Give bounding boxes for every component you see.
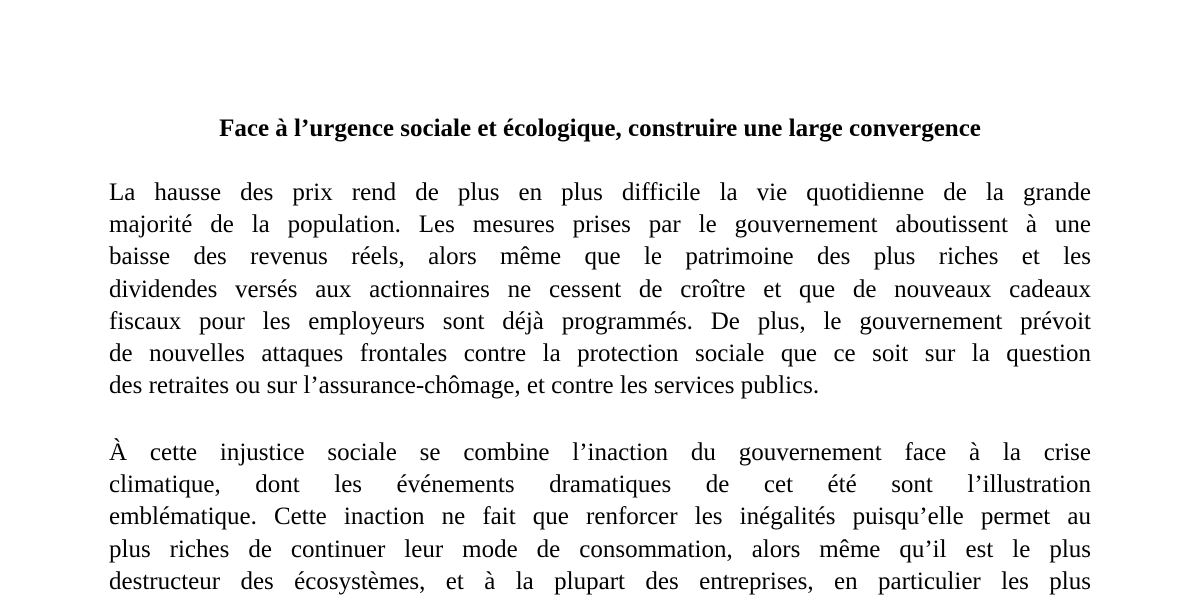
paragraph-1	[109, 177, 1091, 402]
paragraph-line: de nouvelles attaques frontales contre la protection sociale que ce soit sur la question	[109, 340, 1091, 368]
paragraph-line: majorité de la population. Les mesures prises par le gouvernement aboutissent à une	[109, 211, 1091, 239]
paragraph-line: climatique, dont les événements dramatiques de cet été sont l’illustration	[109, 471, 1091, 499]
paragraph-2	[109, 437, 1091, 598]
paragraph-line: fiscaux pour les employeurs sont déjà programmés. De plus, le gouvernement prévoit	[109, 307, 1091, 335]
paragraph-line: destructeur des écosystèmes, et à la plupart des entreprises, en particulier les plus	[109, 567, 1091, 595]
document-title: Face à l’urgence sociale et écologique, construire une large convergence	[219, 115, 981, 142]
paragraph-line: emblématique. Cette inaction ne fait que renforcer les inégalités puisqu’elle permet au	[109, 503, 1091, 531]
paragraph-line: plus riches de continuer leur mode de consommation, alors même qu’il est le plus	[109, 535, 1091, 563]
paragraph-line: des retraites ou sur l’assurance-chômage, et contre les services publics.	[109, 372, 820, 400]
paragraph-line: baisse des revenus réels, alors même que le patrimoine des plus riches et les	[109, 243, 1091, 271]
paragraph-line: La hausse des prix rend de plus en plus difficile la vie quotidienne de la grande	[109, 179, 1091, 206]
paragraph-line: À cette injustice sociale se combine l’inaction du gouvernement face à la crise	[109, 439, 1091, 466]
paragraph-line: dividendes versés aux actionnaires ne cessent de croître et que de nouveaux cadeaux	[109, 275, 1091, 303]
